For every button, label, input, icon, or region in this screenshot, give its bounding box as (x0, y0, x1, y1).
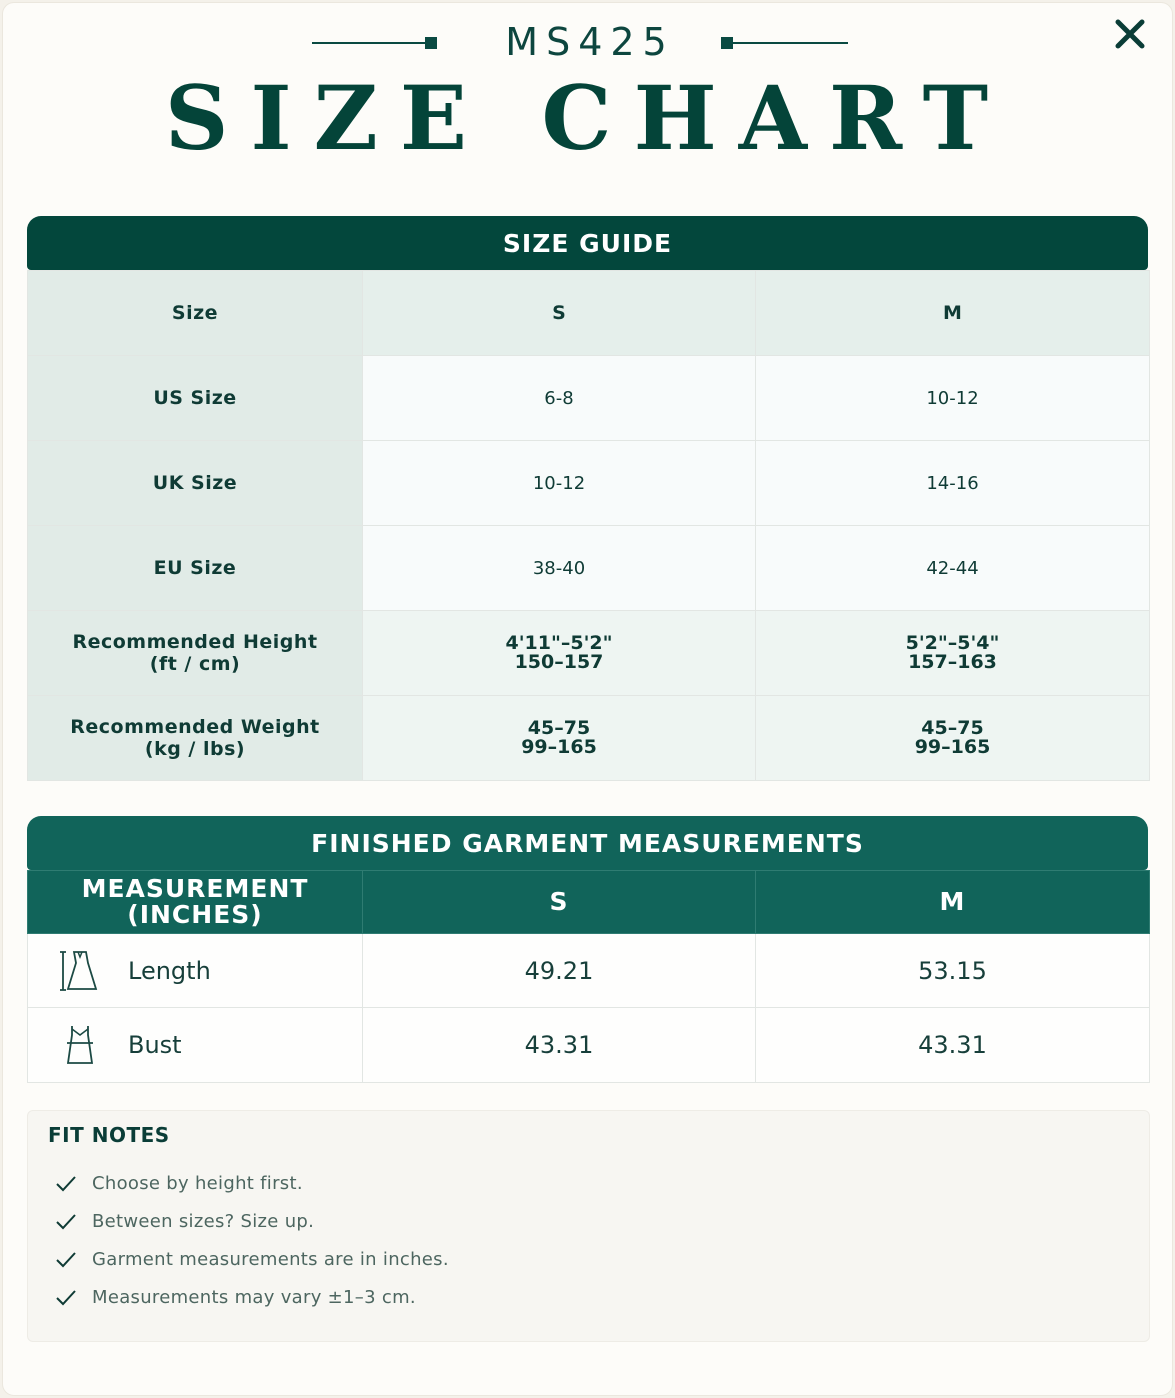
row-label-line1: Recommended Weight (70, 716, 320, 738)
fit-note-text: Measurements may vary ±1–3 cm. (92, 1286, 416, 1308)
cell-s: 38-40 (363, 526, 756, 611)
cell-s: 43.31 (363, 1008, 756, 1083)
table-header-row (28, 271, 1150, 356)
cell-m: 10-12 (756, 356, 1150, 441)
check-icon (54, 1171, 78, 1195)
header-decor-left (312, 42, 432, 44)
table-row (28, 526, 1150, 611)
cell-s: 49.21 (363, 934, 756, 1008)
table-row-height (28, 611, 1150, 696)
cell-line1: 45–75 (921, 717, 984, 739)
measurement-header (28, 871, 363, 934)
cell-s: 6-8 (363, 356, 756, 441)
fit-note-item (54, 1171, 303, 1195)
table-row (28, 934, 1150, 1008)
header-decor-left-square (425, 37, 437, 49)
row-label: US Size (28, 356, 363, 441)
garment-measurements-heading: FINISHED GARMENT MEASUREMENTS (27, 816, 1148, 870)
fit-note-text: Between sizes? Size up. (92, 1210, 315, 1232)
cell-m (756, 696, 1150, 781)
size-header-m: M (756, 271, 1150, 356)
measurement-name: Length (128, 956, 211, 985)
close-button[interactable] (1110, 14, 1150, 54)
cell-m: 42-44 (756, 526, 1150, 611)
fit-note-text: Choose by height first. (92, 1172, 303, 1194)
cell-line1: 45–75 (527, 717, 591, 739)
fit-notes-title: FIT NOTES (48, 1123, 170, 1147)
row-label-line1: Recommended Height (72, 631, 318, 653)
measurement-header-line2: (INCHES) (127, 900, 263, 929)
fit-note-item (54, 1285, 416, 1309)
garment-header-m: M (756, 871, 1150, 934)
measurement-header-line1: MEASUREMENT (81, 874, 309, 903)
row-label: EU Size (28, 526, 363, 611)
cell-m: 53.15 (756, 934, 1150, 1008)
header-decor-right (728, 42, 848, 44)
dress-length-icon (58, 949, 100, 993)
cell-s (363, 696, 756, 781)
table-row (28, 1008, 1150, 1083)
size-header-label: Size (28, 271, 363, 356)
table-row (28, 356, 1150, 441)
garment-header-s: S (363, 871, 756, 934)
fit-note-item (54, 1247, 449, 1271)
row-label (28, 696, 363, 781)
fit-note-text: Garment measurements are in inches. (92, 1248, 449, 1270)
check-icon (54, 1209, 78, 1233)
size-header-s: S (363, 271, 756, 356)
table-header-row (28, 871, 1150, 934)
cell-line2: 99–165 (914, 736, 991, 758)
row-label: UK Size (28, 441, 363, 526)
size-guide-table (27, 270, 1150, 781)
row-label (28, 611, 363, 696)
page-title: SIZE CHART (164, 66, 1011, 170)
fit-note-item (54, 1209, 314, 1233)
cell-line1: 5'2"–5'4" (905, 632, 1000, 654)
cell-m: 43.31 (756, 1008, 1150, 1083)
table-row (28, 441, 1150, 526)
cell-line1: 4'11"–5'2" (505, 632, 613, 654)
measurement-name-cell (28, 934, 363, 1008)
table-row-weight (28, 696, 1150, 781)
check-icon (54, 1285, 78, 1309)
garment-measurements-table (27, 870, 1150, 1083)
row-label-line2: (ft / cm) (149, 653, 241, 675)
cell-s: 10-12 (363, 441, 756, 526)
cell-line2: 157–163 (908, 651, 997, 673)
cell-m (756, 611, 1150, 696)
cell-m: 14-16 (756, 441, 1150, 526)
dress-bust-icon (58, 1023, 100, 1067)
model-number: MS425 (505, 20, 675, 64)
row-label-line2: (kg / lbs) (144, 738, 246, 760)
close-icon (1114, 18, 1146, 50)
check-icon (54, 1247, 78, 1271)
measurement-name: Bust (128, 1031, 182, 1059)
fit-notes-panel (27, 1110, 1150, 1342)
measurement-name-cell (28, 1008, 363, 1083)
size-guide-heading: SIZE GUIDE (27, 216, 1148, 270)
cell-line2: 150–157 (514, 651, 604, 673)
cell-s (363, 611, 756, 696)
cell-line2: 99–165 (521, 736, 597, 758)
